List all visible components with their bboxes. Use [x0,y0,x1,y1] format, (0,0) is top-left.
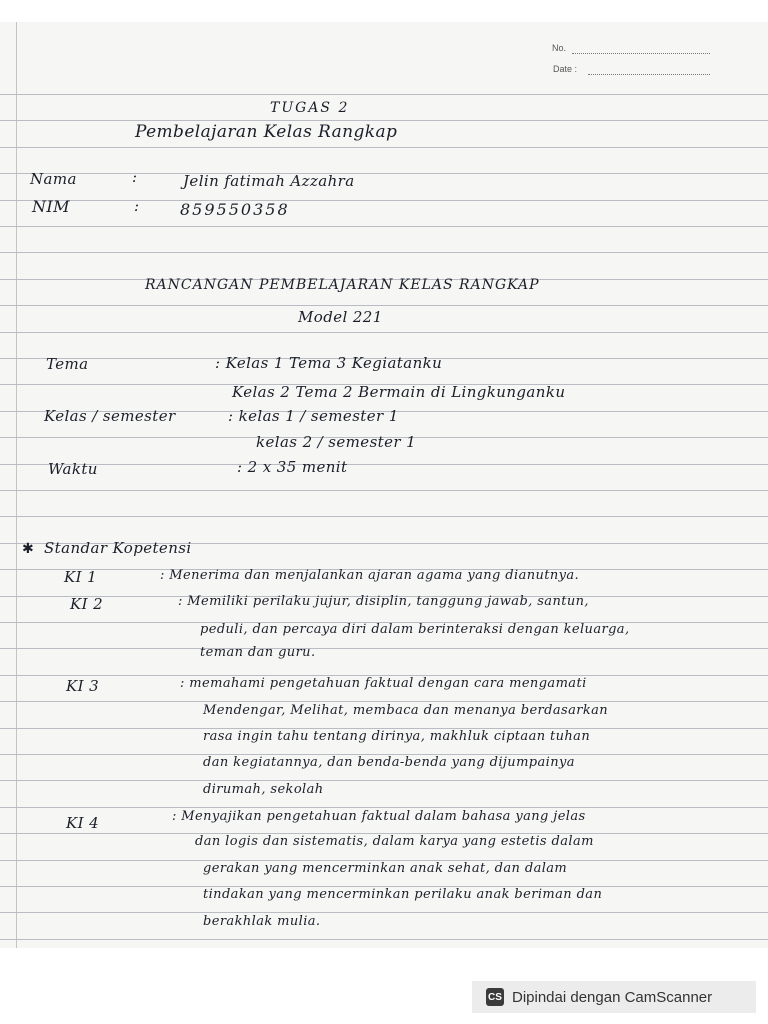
ruled-line [0,939,768,940]
ruled-line [0,648,768,649]
ki4-label: KI 4 [66,814,100,832]
ruled-line [0,305,768,306]
ki3-label: KI 3 [66,677,100,695]
ruled-line [0,200,768,201]
ki4-line-2: dan logis dan sistematis, dalam karya yang estetis dalam [195,834,594,849]
course-title: Pembelajaran Kelas Rangkap [135,122,398,142]
ruled-line [0,94,768,95]
ruled-line [0,252,768,253]
ki3-line-5: dirumah, sekolah [203,782,324,797]
ruled-line [0,226,768,227]
ki3-line-3: rasa ingin tahu tentang dirinya, makhluk ciptaan tuhan [203,729,591,744]
ruled-line [0,490,768,491]
ki3-line-2: Mendengar, Melihat, membaca dan menanya berdasarkan [203,703,609,718]
tema-line-1: : Kelas 1 Tema 3 Kegiatanku [215,354,443,372]
ki4-line-4: tindakan yang mencerminkan perilaku anak beriman dan [203,887,603,902]
ki4-line-3: gerakan yang mencerminkan anak sehat, dan dalam [203,861,568,876]
ki4-line-5: berakhlak mulia. [203,914,321,929]
kompetensi-heading: Standar Kopetensi [44,539,192,557]
notebook-page [0,22,768,948]
ruled-line [0,147,768,148]
ruled-line [0,173,768,174]
ki1-label: KI 1 [64,568,98,586]
waktu-value: : 2 x 35 menit [237,458,348,476]
camscanner-text: Dipindai dengan CamScanner [512,988,713,1006]
ki2-line-3: teman dan guru. [200,645,316,660]
camscanner-logo-icon: CS [486,988,504,1006]
tema-label: Tema [46,355,89,373]
nim-value: 859550358 [180,200,290,219]
date-line [588,74,710,75]
nama-value: Jelin fatimah Azzahra [183,172,355,190]
nim-label: NIM [32,197,70,216]
plan-heading: RANCANGAN PEMBELAJARAN KELAS RANGKAP [145,277,540,293]
margin-line [16,22,17,948]
ki1-line-1: : Menerima dan menjalankan ajaran agama yang dianutnya. [160,568,580,583]
nama-label: Nama [30,170,77,188]
nim-colon: : [134,197,140,215]
ruled-line [0,912,768,913]
ki4-line-1: : Menyajikan pengetahuan faktual dalam bahasa yang jelas [172,809,586,824]
ruled-line [0,464,768,465]
camscanner-watermark [472,981,756,1013]
tema-line-2: Kelas 2 Tema 2 Bermain di Lingkunganku [232,383,566,401]
ki2-label: KI 2 [70,595,104,613]
kelas-label: Kelas / semester [44,407,176,425]
bullet-icon: ✱ [22,541,34,557]
kelas-line-1: : kelas 1 / semester 1 [228,407,399,425]
ruled-line [0,780,768,781]
ruled-line [0,516,768,517]
ki2-line-1: : Memiliki perilaku jujur, disiplin, tanggung jawab, santun, [178,594,589,609]
nama-colon: : [132,168,138,186]
assignment-title: TUGAS 2 [270,100,350,116]
ruled-line [0,807,768,808]
waktu-label: Waktu [48,460,98,478]
no-line [572,53,710,54]
ki3-line-4: dan kegiatannya, dan benda-benda yang dijumpainya [203,755,575,770]
ki3-line-1: : memahami pengetahuan faktual dengan cara mengamati [180,676,587,691]
kelas-line-2: kelas 2 / semester 1 [256,433,417,451]
plan-model: Model 221 [298,308,383,326]
date-label: Date : [553,64,578,74]
no-label: No. [552,43,567,53]
ki2-line-2: peduli, dan percaya diri dalam berinteraksi dengan keluarga, [200,622,630,637]
ruled-line [0,332,768,333]
